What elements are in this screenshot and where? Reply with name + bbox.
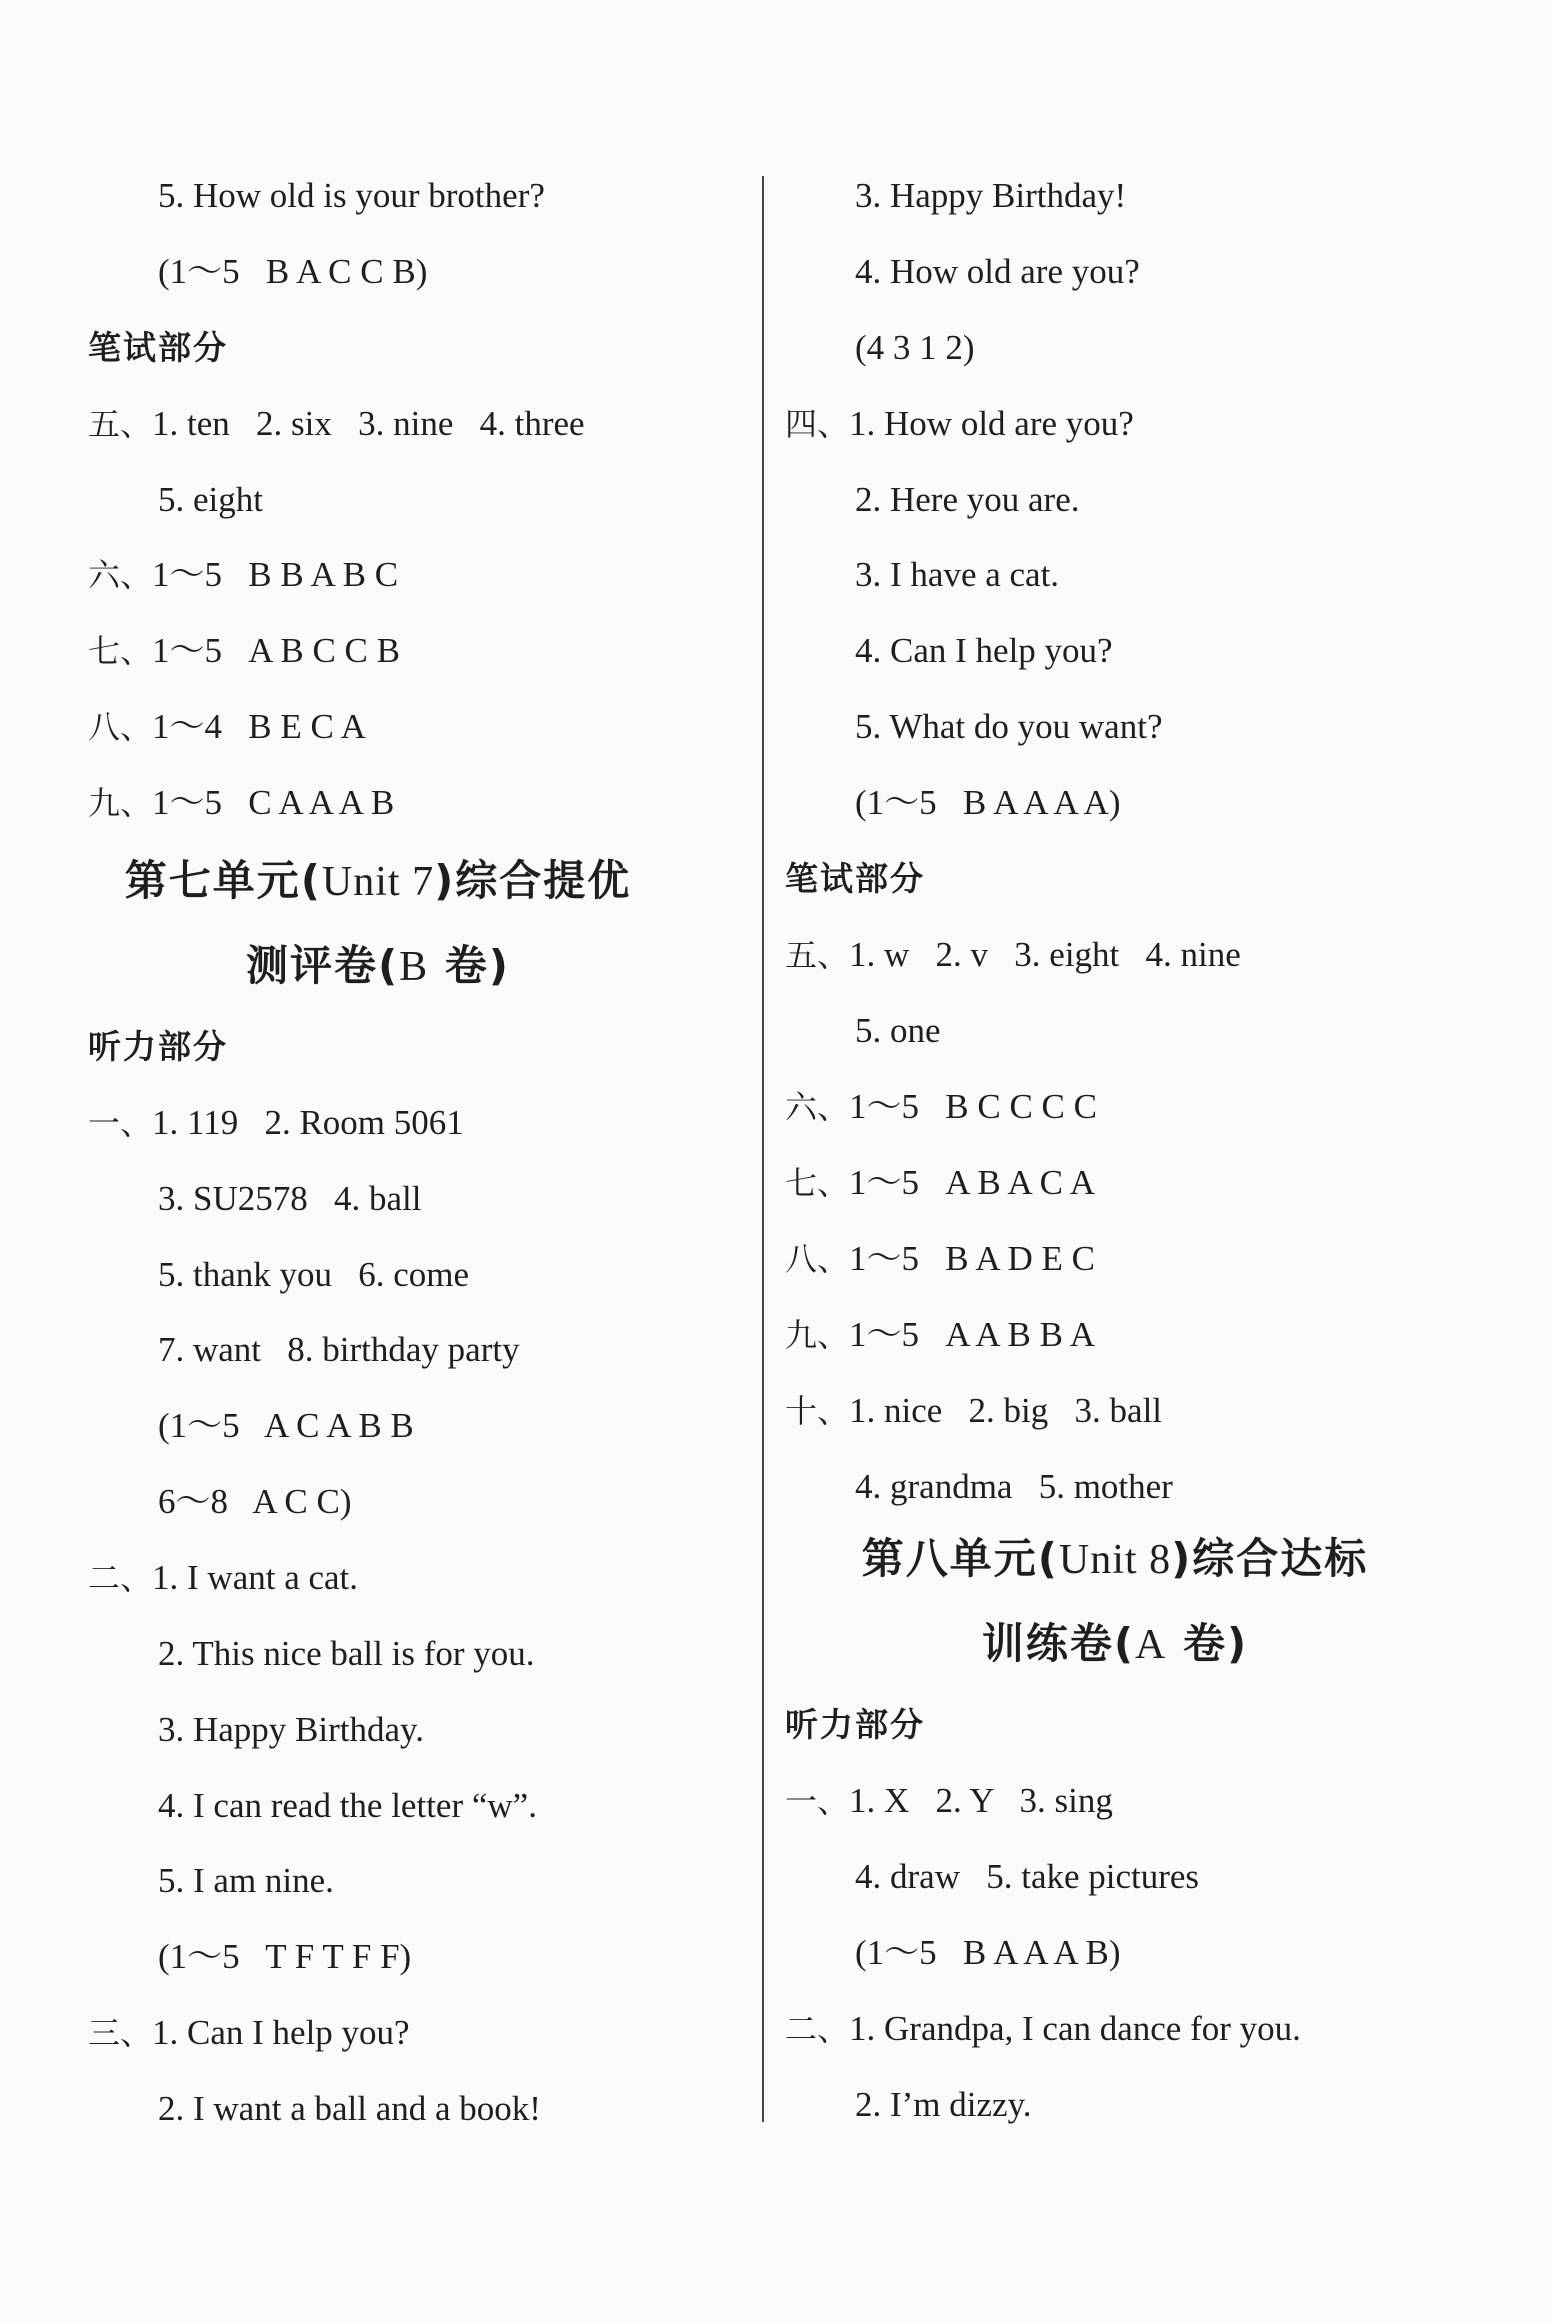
section-heading-written: 笔试部分 — [785, 859, 925, 898]
answer-text: 1～5 B A D E C — [849, 1239, 1096, 1278]
answer-line — [785, 935, 1241, 975]
answer-line: 6～8 A C C) — [158, 1482, 352, 1521]
answer-text: 1. Grandpa, I can dance for you. — [849, 2009, 1301, 2048]
answer-line: 7. want 8. birthday party — [158, 1330, 520, 1369]
answer-line: 4. I can read the letter “w”. — [158, 1786, 537, 1825]
answer-text: 1. I want a cat. — [152, 1558, 359, 1597]
title-part: 训练卷( — [981, 1619, 1136, 1668]
title-part: )综合提优 — [434, 856, 632, 905]
question-number: 九、 — [88, 784, 153, 822]
title-part: 卷) — [1166, 1619, 1249, 1668]
unit-title — [58, 856, 698, 906]
question-number: 三、 — [88, 2014, 153, 2052]
section-heading-listening: 听力部分 — [88, 1027, 228, 1066]
answer-line: (1～5 A C A B B — [158, 1406, 414, 1445]
answer-line — [88, 1103, 464, 1143]
answer-line: 3. SU2578 4. ball — [158, 1179, 422, 1218]
question-number: 八、 — [88, 708, 153, 746]
answer-line — [88, 555, 398, 595]
answer-line — [88, 2013, 410, 2053]
answer-line — [88, 707, 366, 747]
answer-line: 4. grandma 5. mother — [855, 1467, 1173, 1506]
question-number: 二、 — [88, 1559, 153, 1597]
title-part: 第八单元( — [861, 1534, 1059, 1583]
answer-line — [785, 1163, 1095, 1203]
answer-line: (1～5 B A C C B) — [158, 252, 428, 291]
answer-line — [785, 1391, 1162, 1431]
question-number: 四、 — [785, 405, 850, 443]
answer-text: 1～5 A B A C A — [849, 1163, 1096, 1202]
question-number: 七、 — [88, 632, 153, 670]
answer-line — [88, 631, 400, 671]
answer-text: 1～5 B C C C C — [849, 1087, 1097, 1126]
answer-text: 1. Can I help you? — [152, 2013, 410, 2052]
answer-line — [88, 404, 585, 444]
question-number: 二、 — [785, 2010, 850, 2048]
answer-line: (1～5 B A A A A) — [855, 783, 1121, 822]
title-part: 第七单元( — [124, 856, 322, 905]
question-number: 一、 — [785, 1782, 850, 1820]
title-part: B — [399, 944, 429, 990]
answer-line: 4. How old are you? — [855, 252, 1140, 291]
answer-line: 3. Happy Birthday. — [158, 1710, 425, 1749]
unit-subtitle — [765, 1619, 1465, 1669]
title-part: Unit 7 — [321, 859, 435, 905]
answer-line: 5. How old is your brother? — [158, 176, 545, 215]
title-part: Unit 8 — [1058, 1537, 1172, 1583]
title-part: A — [1135, 1622, 1167, 1668]
answer-line: 2. Here you are. — [855, 480, 1080, 519]
answer-line: 3. Happy Birthday! — [855, 176, 1127, 215]
column-divider — [762, 176, 764, 2122]
answer-text: 1. X 2. Y 3. sing — [849, 1781, 1113, 1820]
title-part: 卷) — [428, 941, 511, 990]
answer-line: 5. thank you 6. come — [158, 1255, 470, 1294]
answer-line: 4. Can I help you? — [855, 631, 1113, 670]
answer-text: 1. nice 2. big 3. ball — [849, 1391, 1163, 1430]
answer-line: (1～5 T F T F F) — [158, 1937, 412, 1976]
answer-line — [88, 1558, 358, 1598]
answer-line: 4. draw 5. take pictures — [855, 1857, 1200, 1896]
title-part: 测评卷( — [245, 941, 400, 990]
answer-text: 1. How old are you? — [849, 404, 1134, 443]
question-number: 九、 — [785, 1316, 850, 1354]
answer-line: 5. What do you want? — [855, 707, 1163, 746]
question-number: 五、 — [785, 936, 850, 974]
answer-text: 1. w 2. v 3. eight 4. nine — [849, 935, 1241, 974]
question-number: 五、 — [88, 405, 153, 443]
answer-line: (4 3 1 2) — [855, 328, 975, 367]
answer-line: 2. I’m dizzy. — [855, 2085, 1032, 2124]
question-number: 六、 — [88, 556, 153, 594]
answer-line — [88, 783, 394, 823]
answer-line — [785, 1315, 1095, 1355]
unit-title — [765, 1534, 1465, 1584]
answer-text: 1～5 B B A B C — [152, 555, 399, 594]
answer-line — [785, 1781, 1113, 1821]
answer-text: 1～4 B E C A — [152, 707, 366, 746]
answer-text: 1～5 A A B B A — [849, 1315, 1096, 1354]
answer-line — [785, 2009, 1301, 2049]
answer-line: 2. I want a ball and a book! — [158, 2089, 541, 2128]
section-heading-written: 笔试部分 — [88, 328, 228, 367]
answer-text: 1. ten 2. six 3. nine 4. three — [152, 404, 585, 443]
answer-text: 1～5 A B C C B — [152, 631, 400, 670]
answer-line: 5. I am nine. — [158, 1861, 334, 1900]
answer-line — [785, 1087, 1097, 1127]
answer-line: 5. one — [855, 1011, 941, 1050]
answer-line: (1～5 B A A A B) — [855, 1933, 1121, 1972]
answer-line — [785, 404, 1134, 444]
question-number: 六、 — [785, 1088, 850, 1126]
unit-subtitle — [58, 941, 698, 991]
answer-line: 5. eight — [158, 480, 263, 519]
answer-text: 1. 119 2. Room 5061 — [152, 1103, 464, 1142]
question-number: 十、 — [785, 1392, 850, 1430]
answer-line: 3. I have a cat. — [855, 555, 1060, 594]
question-number: 八、 — [785, 1240, 850, 1278]
question-number: 一、 — [88, 1104, 153, 1142]
section-heading-listening: 听力部分 — [785, 1705, 925, 1744]
answer-line: 2. This nice ball is for you. — [158, 1634, 535, 1673]
answer-line — [785, 1239, 1095, 1279]
question-number: 七、 — [785, 1164, 850, 1202]
title-part: )综合达标 — [1171, 1534, 1369, 1583]
answer-text: 1～5 C A A A B — [152, 783, 395, 822]
